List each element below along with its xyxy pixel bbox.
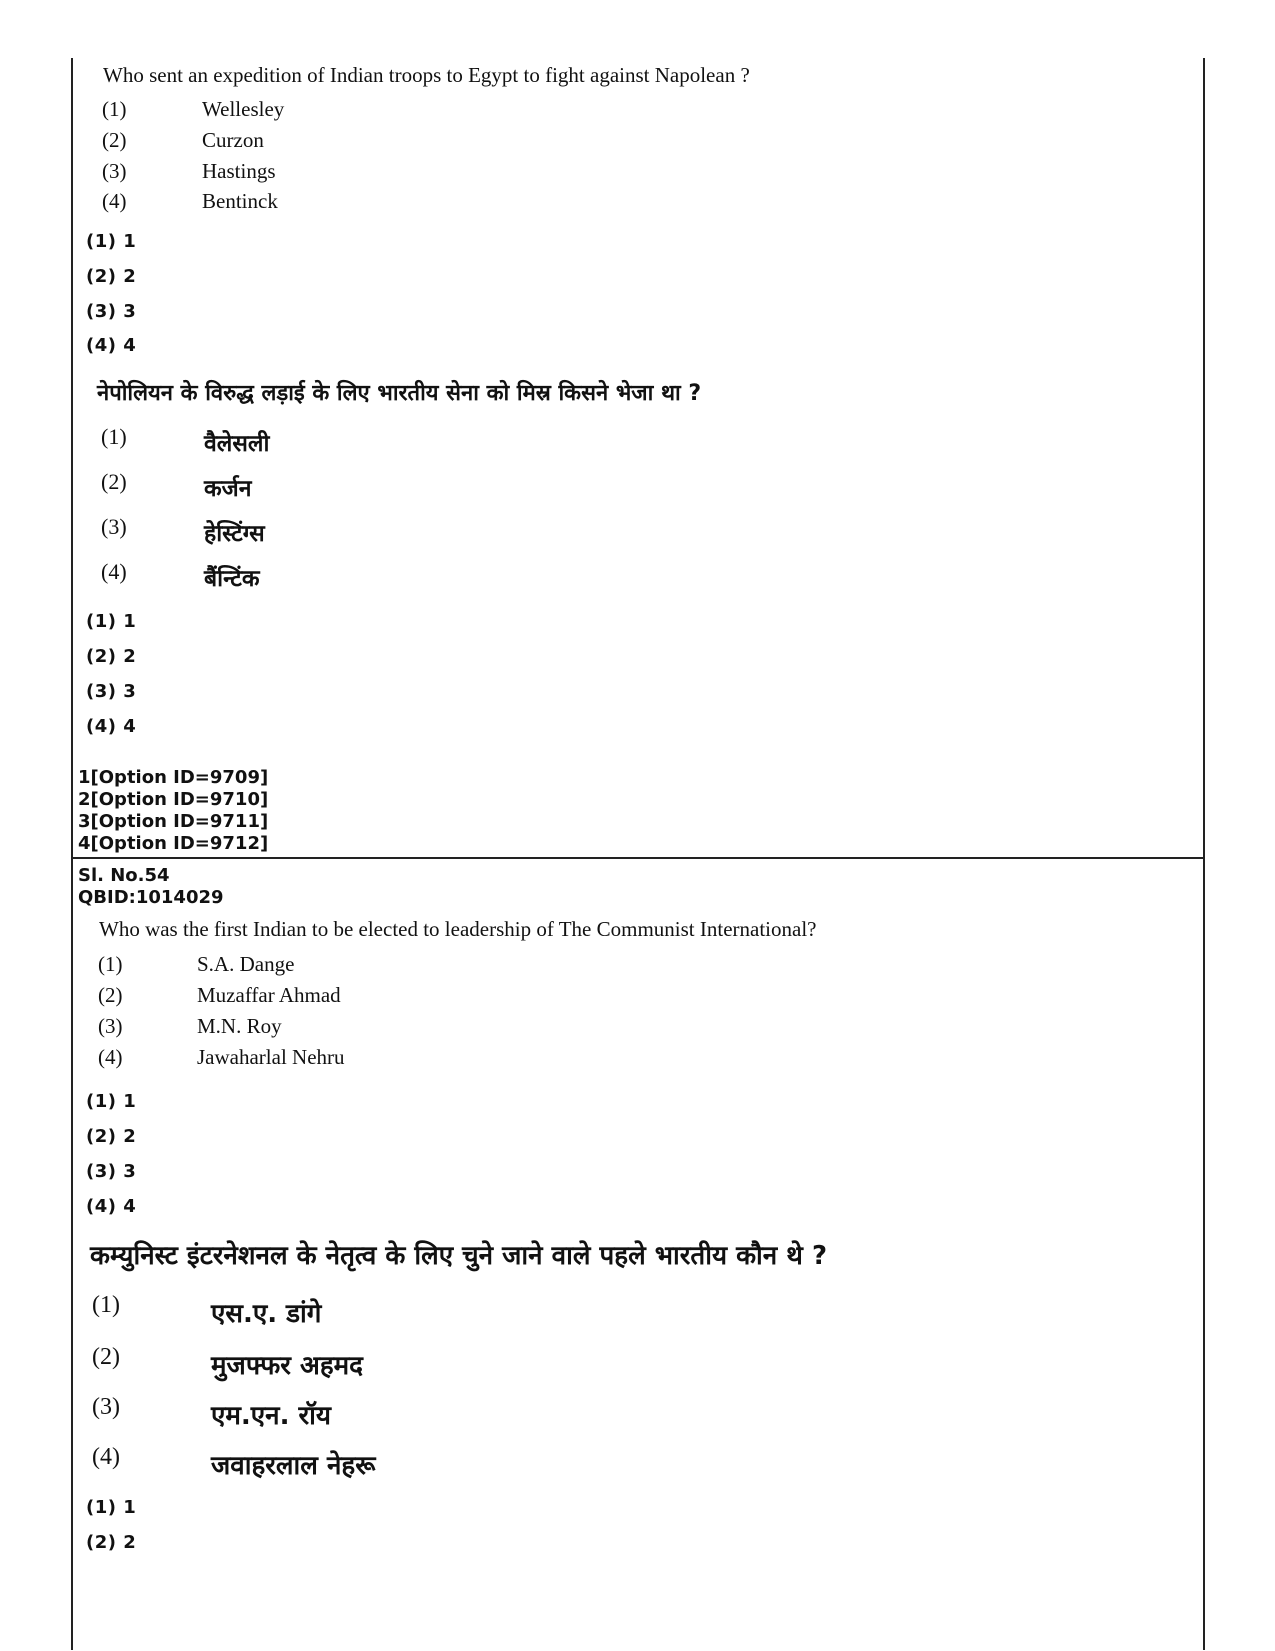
option-text: Hastings [202, 159, 276, 183]
option-number: (4) [92, 1444, 120, 1470]
answer-choice[interactable]: (1) 1 [86, 1497, 137, 1518]
option-text: बैंन्टिंक [204, 566, 260, 592]
option-text: M.N. Roy [197, 1014, 282, 1038]
answer-choice[interactable]: (1) 1 [86, 231, 137, 252]
option-number: (3) [102, 159, 127, 183]
option-number: (2) [92, 1344, 120, 1370]
answer-choice[interactable]: (2) 2 [86, 646, 137, 667]
answer-choice[interactable]: (3) 3 [86, 681, 137, 702]
right-border [1203, 58, 1205, 1650]
option-number: (3) [98, 1014, 123, 1038]
option-id: 4[Option ID=9712] [78, 833, 269, 854]
left-border [71, 58, 73, 1650]
question-separator [71, 857, 1205, 859]
option-number: (3) [92, 1394, 120, 1420]
option-text: Bentinck [202, 189, 278, 213]
option-number: (2) [98, 983, 123, 1007]
answer-choice[interactable]: (2) 2 [86, 266, 137, 287]
option-number: (1) [92, 1292, 120, 1318]
option-text: Muzaffar Ahmad [197, 983, 341, 1007]
option-id: 3[Option ID=9711] [78, 811, 269, 832]
answer-choice[interactable]: (4) 4 [86, 1196, 137, 1217]
option-text: एस.ए. डांगे [211, 1299, 322, 1329]
option-number: (2) [101, 469, 127, 494]
option-text: जवाहरलाल नेहरू [211, 1451, 376, 1481]
option-number: (4) [102, 189, 127, 213]
option-text: S.A. Dange [197, 952, 295, 976]
option-text: Jawaharlal Nehru [197, 1045, 345, 1069]
option-number: (2) [102, 128, 127, 152]
option-id: 2[Option ID=9710] [78, 789, 269, 810]
question-en: Who sent an expedition of Indian troops to Egypt to fight against Napolean ? [103, 63, 750, 87]
option-number: (1) [98, 952, 123, 976]
answer-choice[interactable]: (3) 3 [86, 1161, 137, 1182]
question-hi: नेपोलियन के विरुद्ध लड़ाई के लिए भारतीय सेना को मिस्र किसने भेजा था ? [97, 381, 702, 406]
option-text: वैलेसली [204, 431, 270, 457]
question-hi: कम्युनिस्ट इंटरनेशनल के नेतृत्व के लिए चुने जाने वाले पहले भारतीय कौन थे ? [90, 1241, 828, 1271]
option-text: मुजफ्फर अहमद [211, 1351, 363, 1381]
question-en: Who was the first Indian to be elected to leadership of The Communist International? [99, 917, 817, 941]
answer-choice[interactable]: (4) 4 [86, 335, 137, 356]
answer-choice[interactable]: (2) 2 [86, 1126, 137, 1147]
answer-choice[interactable]: (3) 3 [86, 301, 137, 322]
option-number: (1) [102, 97, 127, 121]
option-text: कर्जन [204, 476, 252, 502]
option-number: (4) [101, 559, 127, 584]
option-text: Wellesley [202, 97, 285, 121]
answer-choice[interactable]: (2) 2 [86, 1532, 137, 1553]
answer-choice[interactable]: (1) 1 [86, 1091, 137, 1112]
answer-choice[interactable]: (4) 4 [86, 716, 137, 737]
option-text: हेस्टिंग्स [204, 521, 265, 547]
option-id: 1[Option ID=9709] [78, 767, 269, 788]
option-text: Curzon [202, 128, 264, 152]
option-number: (3) [101, 514, 127, 539]
question-bank-id: QBID:1014029 [78, 887, 224, 908]
answer-choice[interactable]: (1) 1 [86, 611, 137, 632]
option-number: (1) [101, 424, 127, 449]
option-number: (4) [98, 1045, 123, 1069]
serial-number: Sl. No.54 [78, 865, 170, 886]
option-text: एम.एन. रॉय [211, 1401, 331, 1431]
